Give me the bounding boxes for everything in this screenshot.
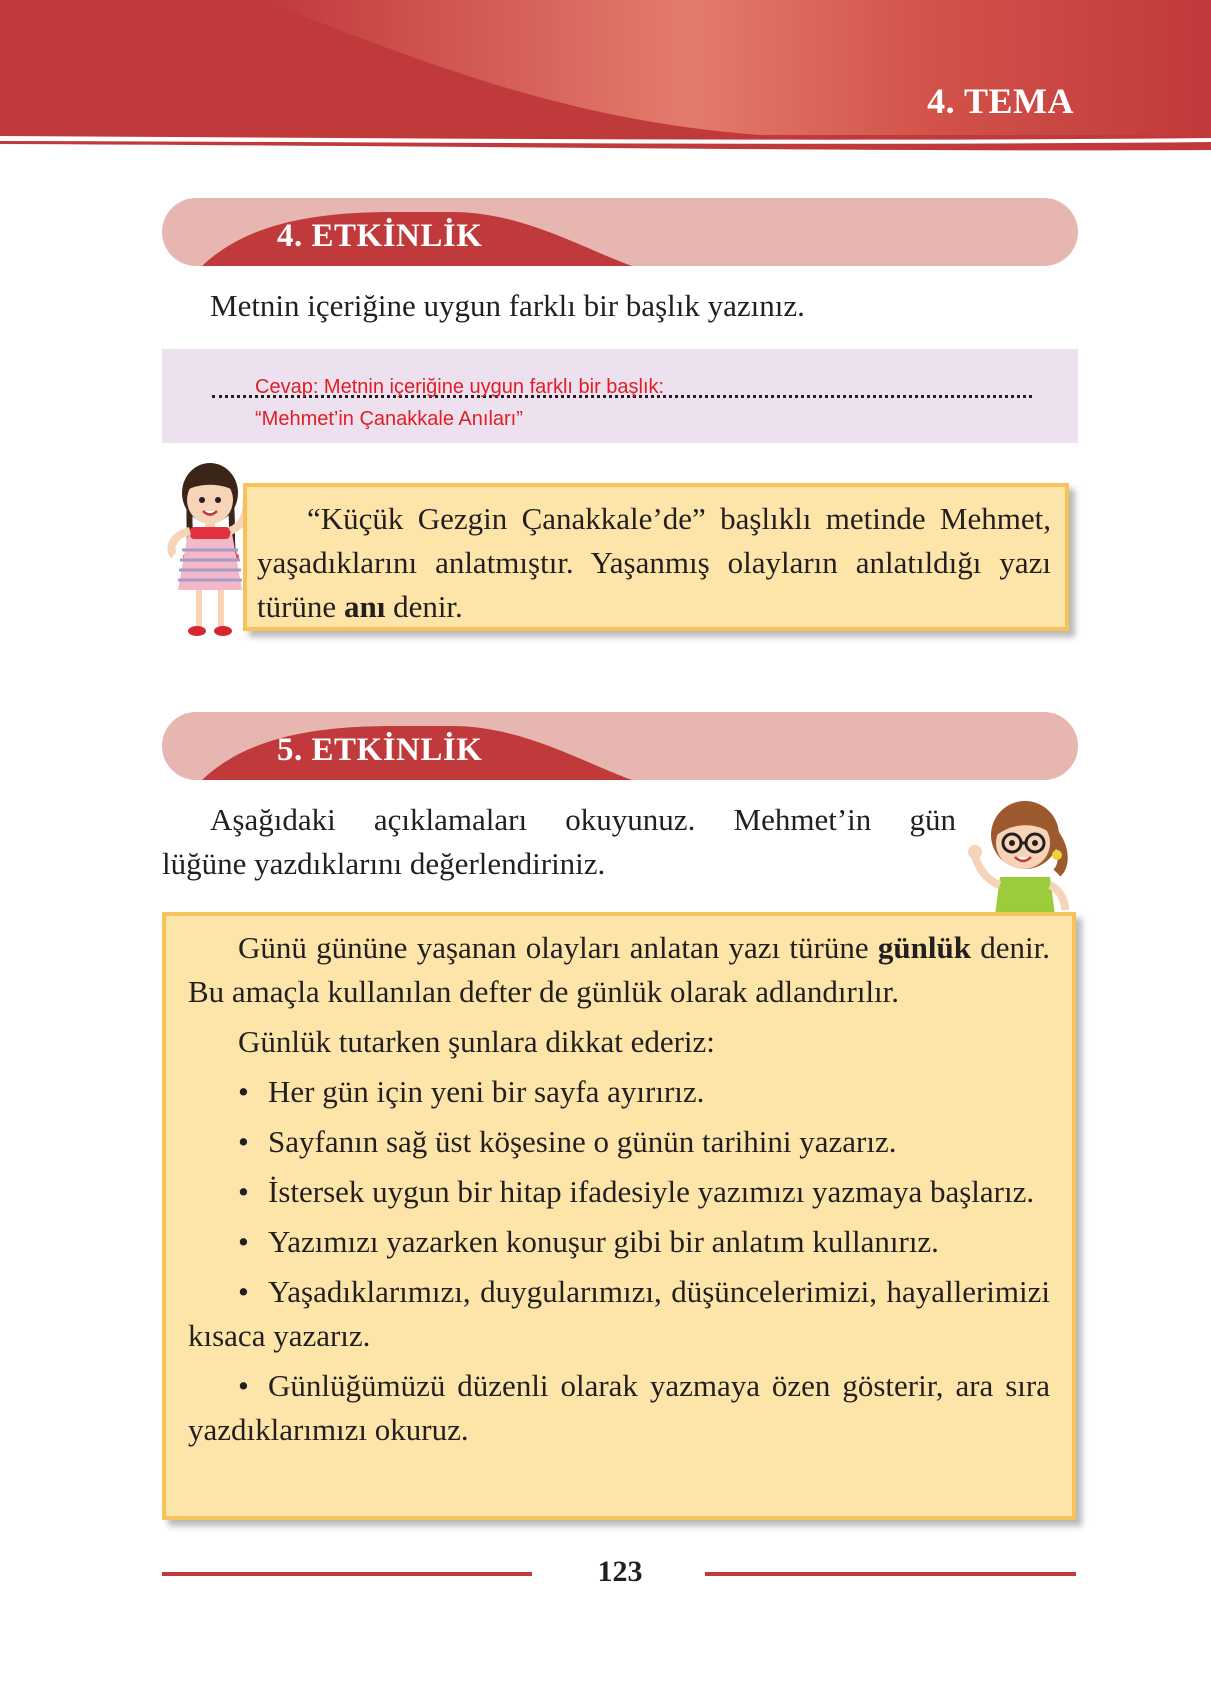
günlük-term: günlük [877,930,971,965]
page-number: 123 [597,1555,643,1588]
bullet-icon: • [238,1074,249,1109]
list-item: • Yaşadıklarımızı, duygularımızı, düşüncelerimizi, hayallerimizi kısaca yazarız. [188,1270,1050,1358]
günlük-tips-intro: Günlük tutarken şunlara dikkat ederiz: [238,1024,715,1059]
page-header [0,0,1211,160]
activity-4-banner [162,198,1078,266]
bullet-icon: • [238,1274,249,1309]
list-item: • Günlüğümüzü düzenli olarak yazmaya özen gösterir, ara sıra yazdıklarımızı okuruz. [188,1364,1050,1452]
bullet-icon: • [238,1224,249,1259]
girl-with-glasses-illustration [965,795,1075,915]
answer-line-1: Cevap: Metnin içeriğine uygun farklı bir başlık: [255,376,665,398]
anı-term: anı [343,589,386,624]
günlük-info-text [188,926,1050,1452]
activity-5-title: 5. ETKİNLİK [277,732,483,768]
activity-5-instruction-line-1: Aşağıdaki açıklamaları okuyunuz. Mehmet’in gün [210,802,956,837]
günlük-tips-list [188,1070,1050,1452]
answer-line-2: “Mehmet’in Çanakkale Anıları” [255,408,523,430]
list-item: • Sayfanın sağ üst köşesine o günün tarihini yazarız. [188,1120,1050,1164]
bullet-icon: • [238,1368,249,1403]
bullet-icon: • [238,1124,249,1159]
activity-4-title: 4. ETKİNLİK [277,218,483,254]
theme-label: 4. TEMA [927,81,1074,121]
answer-text [255,371,664,435]
bullet-icon: • [238,1174,249,1209]
list-item: • Yazımızı yazarken konuşur gibi bir anlatım kullanırız. [188,1220,1050,1264]
answer-box [162,349,1078,443]
footer-line-left [162,1572,532,1576]
günlük-definition: Günü gününe yaşanan olayları anlatan yazı türüne günlük denir. Bu amaçla kullanılan defter de günlük olarak adlandırılır. [188,930,1050,1009]
günlük-info-box [162,912,1076,1520]
activity-5-banner [162,712,1078,780]
anı-info-box [243,483,1069,631]
list-item: • Her gün için yeni bir sayfa ayırırız. [188,1070,1050,1114]
anı-info-text: “Küçük Gezgin Çanakkale’de” başlıklı metinde Mehmet, yaşadıklarını anlatmıştır. Yaşanmış olayların anlatıldığı yazı türüne anı denir. [257,501,1051,624]
activity-4-instruction: Metnin içeriğine uygun farklı bir başlık yazınız. [210,288,805,323]
activity-5-instruction-line-2: lüğüne yazdıklarını değerlendiriniz. [162,846,606,881]
list-item: • İstersek uygun bir hitap ifadesiyle yazımızı yazmaya başlarız. [188,1170,1050,1214]
footer-line-right [705,1572,1076,1576]
